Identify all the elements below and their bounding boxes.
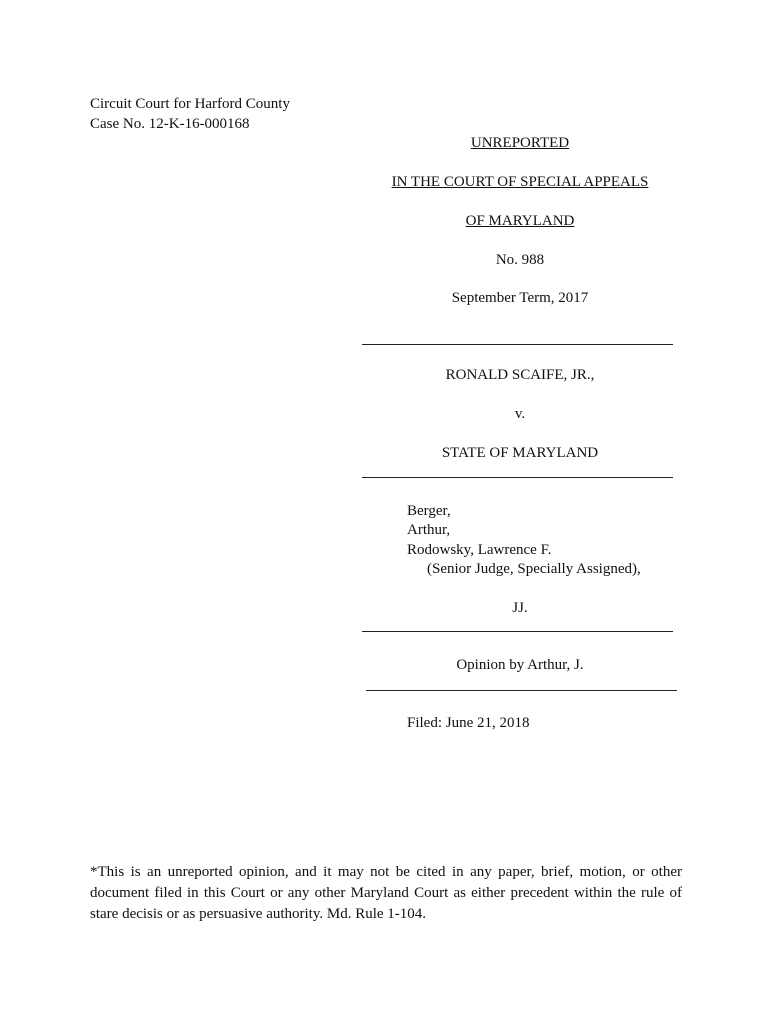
case-number: Case No. 12-K-16-000168 <box>90 116 250 132</box>
court-name-line-1: IN THE COURT OF SPECIAL APPEALS <box>391 174 649 190</box>
opinion-author: Opinion by Arthur, J. <box>456 657 584 673</box>
judge-assignment-note: (Senior Judge, Specially Assigned), <box>427 561 641 577</box>
divider-rule <box>362 631 673 632</box>
circuit-court-name: Circuit Court for Harford County <box>90 96 290 112</box>
court-name-line-2: OF MARYLAND <box>465 213 575 229</box>
appellant-name: RONALD SCAIFE, JR., <box>445 367 595 383</box>
judge-name: Berger, <box>407 503 451 519</box>
judge-name: Arthur, <box>407 522 451 538</box>
divider-rule <box>366 690 677 691</box>
divider-rule <box>362 344 673 345</box>
divider-rule <box>362 477 673 478</box>
case-docket-number: No. 988 <box>495 252 545 268</box>
filed-date: Filed: June 21, 2018 <box>407 715 530 731</box>
court-term: September Term, 2017 <box>451 290 589 306</box>
unreported-heading: UNREPORTED <box>470 135 570 151</box>
judge-name: Rodowsky, Lawrence F. <box>407 542 552 558</box>
versus-label: v. <box>514 406 526 422</box>
appellee-name: STATE OF MARYLAND <box>441 445 599 461</box>
unreported-opinion-footnote: *This is an unreported opinion, and it may not be cited in any paper, brief, motion, or other document filed in this Court or any other Maryland Court as either precedent within the rule of stare decisis or as persuasive authority. Md. Rule 1-104. <box>90 864 682 922</box>
judges-suffix: JJ. <box>512 600 528 616</box>
